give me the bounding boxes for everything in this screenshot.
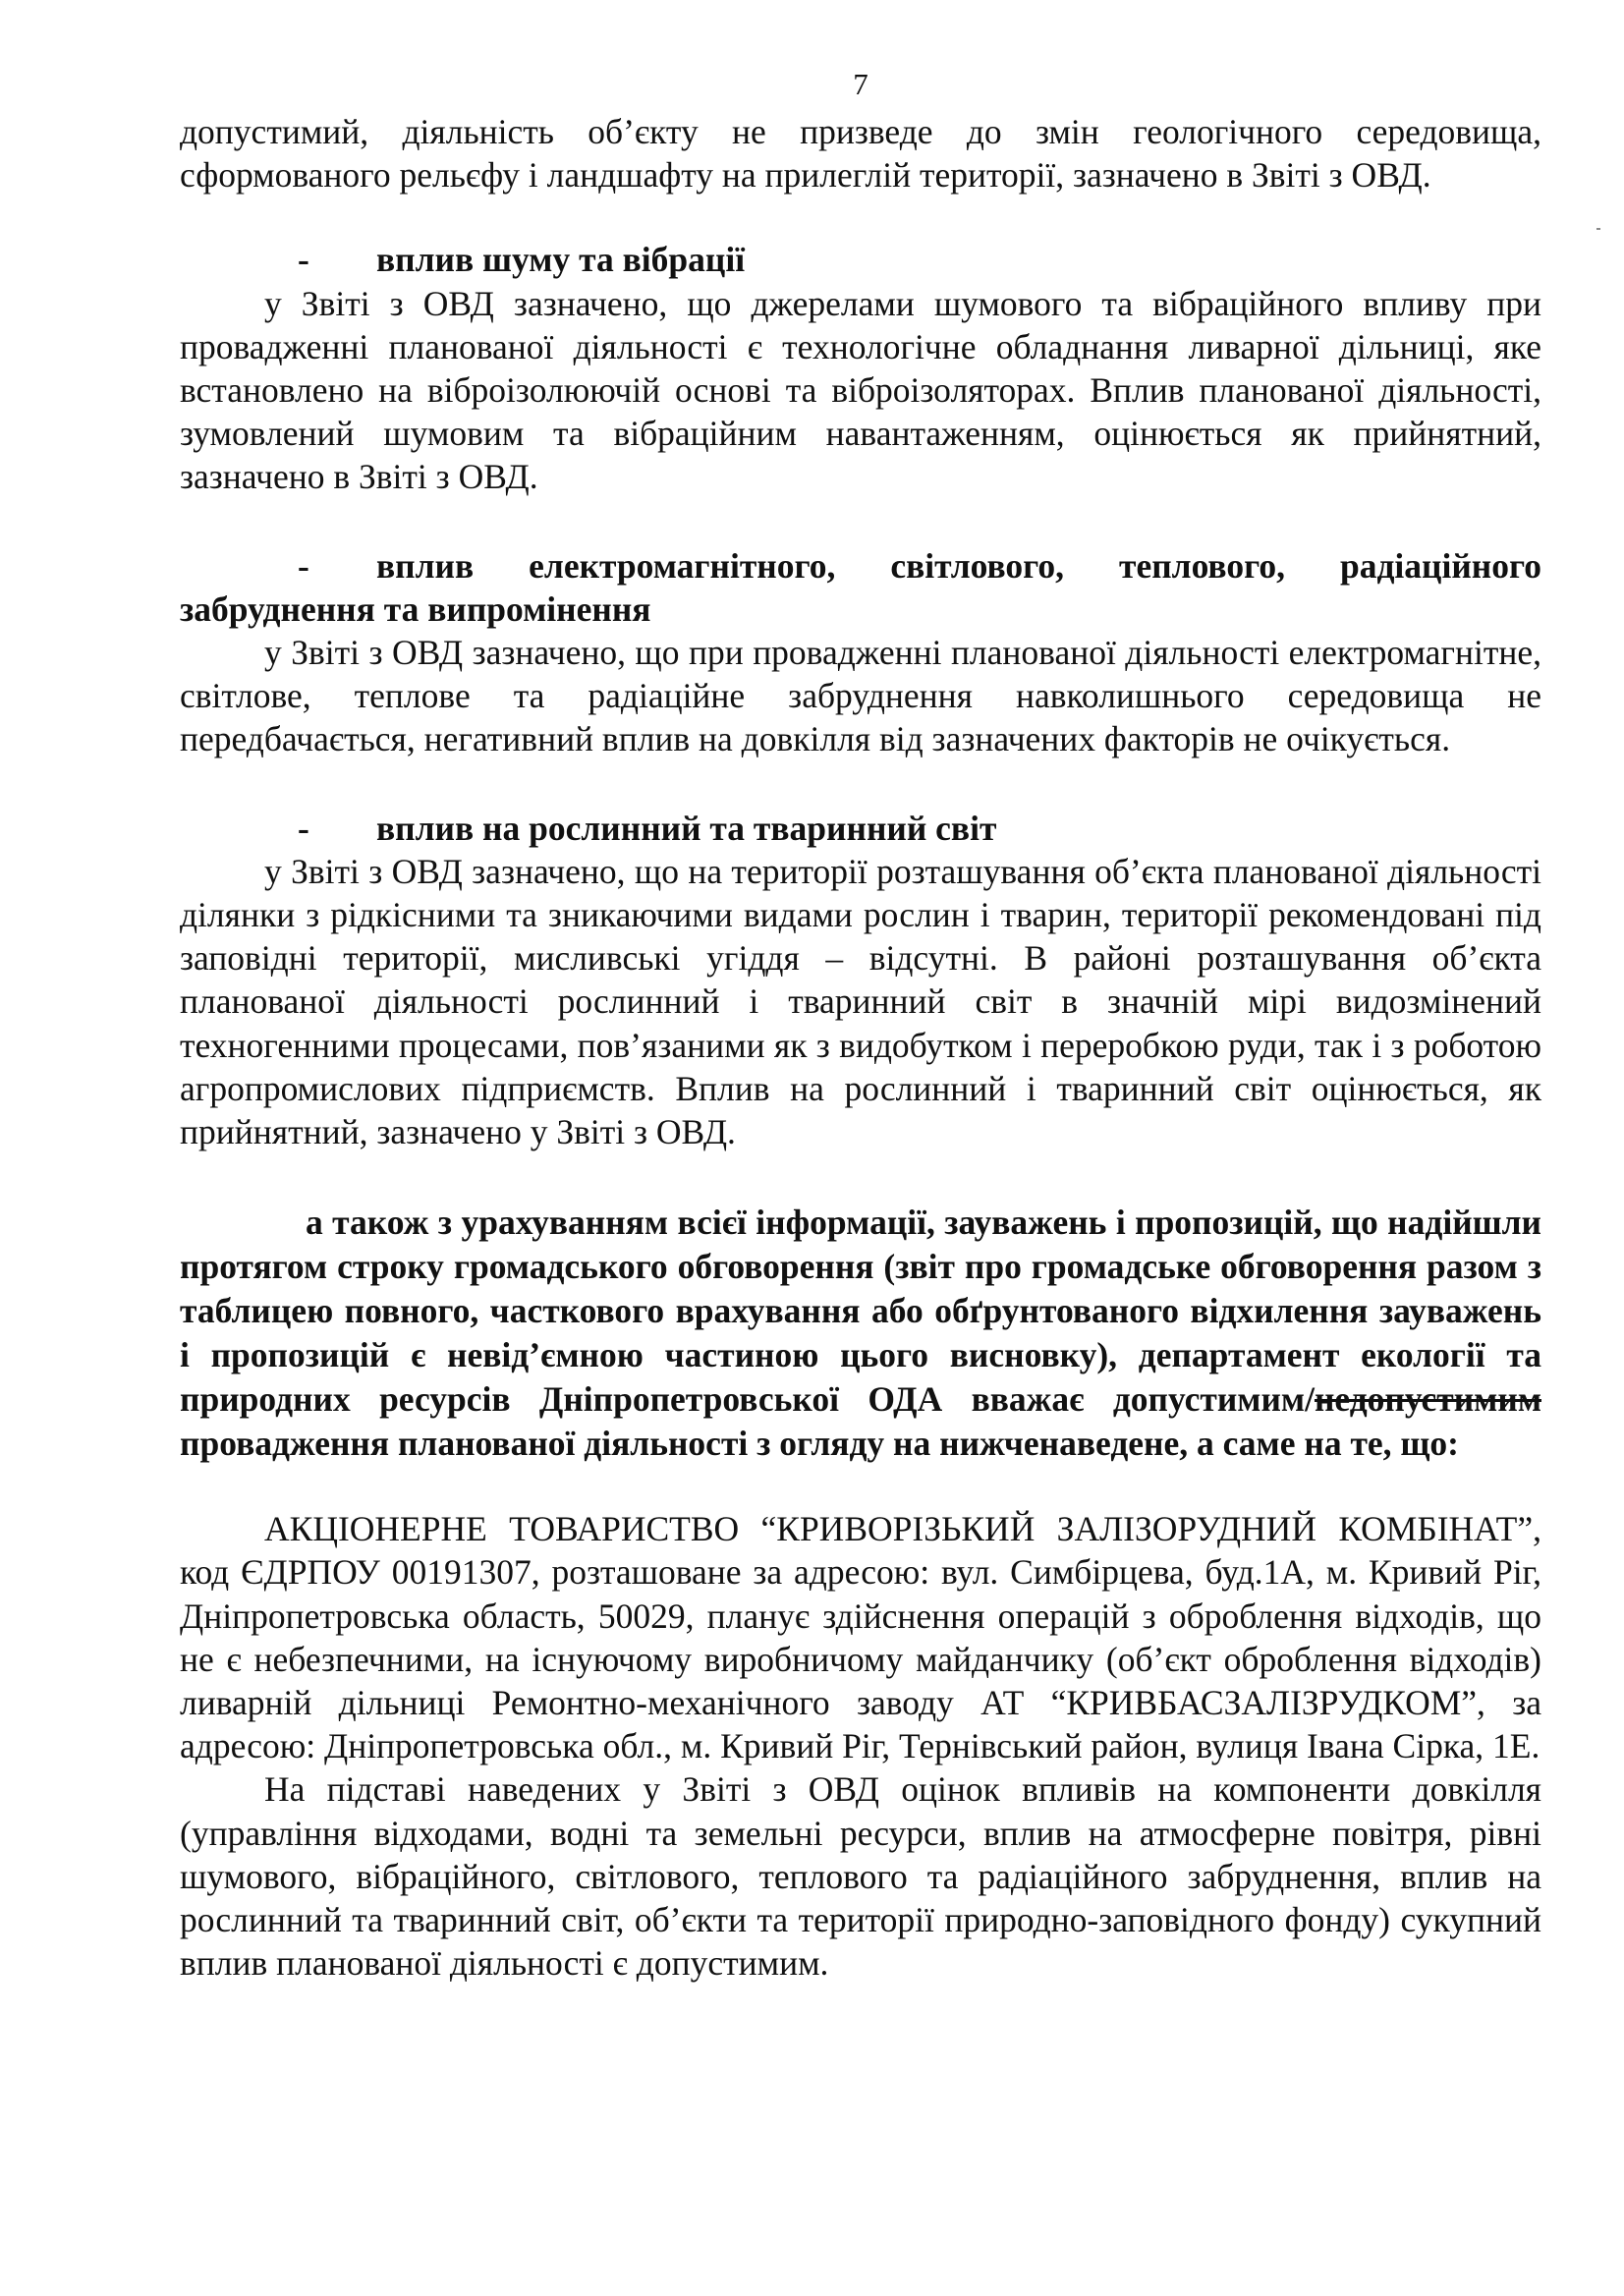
- section-body-noise: у Звіті з ОВД зазначено, що джерелами шумового та вібраційного впливу при провадженні планованої діяльності є технологічне обладнання ливарної дільниці, яке встановлено на віброізолюючій основі та віброізоляторах. Вплив планованої діяльності, зумовлений шумовим та вібраційним навантаженням, оцінюється як прийнятний, зазначено в Звіті з ОВД.: [180, 283, 1541, 497]
- assessment-paragraph: На підставі наведених у Звіті з ОВД оцінок впливів на компоненти довкілля (управління відходами, водні та земельні ресурси, вплив на атмосферне повітря, рівні шумового, вібраційного, світлового, теплового та радіаційного забруднення, вплив на рослинний та тваринний світ, об’єкти та території природно-заповідного фонду) сукупний вплив планованої діяльності є допустимим.: [180, 1769, 1541, 1984]
- intro-paragraph: допустимий, діяльність об’єкту не призведе до змін геологічного середовища, сформованого рельєфу і ландшафту на прилеглій території, зазначено в Звіті з ОВД.: [180, 112, 1541, 196]
- company-paragraph: АКЦІОНЕРНЕ ТОВАРИСТВО “КРИВОРІЗЬКИЙ ЗАЛІЗОРУДНИЙ КОМБІНАТ”, код ЄДРПОУ 00191307, розташоване за адресою: вул. Симбірцева, буд.1А, м. Кривий Ріг, Дніпропетровська область, 50029, планує здійснення операцій з оброблення відходів, що не є небезпечними, на існуючому виробничому майданчику (об’єкт оброблення відходів) ливарній дільниці Ремонтно-механічного заводу АТ “КРИВБАСЗАЛІЗРУДКОМ”, за адресою: Дніпропетровська обл., м. Кривий Ріг, Тернівський район, вулиця Івана Сірка, 1Е.: [180, 1509, 1541, 1766]
- heading-dash: -: [298, 240, 309, 280]
- document-page: [180, 65, 1541, 1986]
- heading-dash: -: [298, 808, 309, 848]
- scan-margin-mark: [1596, 228, 1600, 230]
- conclusion-struck-word: недопустимим: [1314, 1379, 1541, 1420]
- section-title-flora-fauna: вплив на рослинний та тваринний світ: [376, 808, 997, 848]
- section-body-flora-fauna: у Звіті з ОВД зазначено, що на території розташування об’єкта планованої діяльності ділянки з рідкісними та зникаючими видами рослин і тварин, території рекомендовані під заповідні території, мисливські угіддя – відсутні. В районі розташування об’єкта планованої діяльності рослинний і тваринний світ в значній мірі видозмінений техногенними процесами, пов’язаними як з видобутком і переробкою руди, так і з роботою агропромислових підприємств. Вплив на рослинний і тваринний світ оцінюється, як прийнятний, зазначено у Звіті з ОВД.: [180, 851, 1541, 1152]
- conclusion-text-before: а також з урахуванням всієї інформації, зауважень і пропозицій, що надійшли протягом строку громадського обговорення (звіт про громадське обговорення разом з таблицею повного, часткового врахування або обґрунтованого відхилення зауважень і пропозицій є невід’ємною частиною цього висновку), департамент екології та природних ресурсів Дніпропетровської ОДА вважає допустимим/: [180, 1203, 1541, 1420]
- conclusion-text-after: провадження планованої діяльності з огляду на нижченаведене, а саме на те, що:: [180, 1424, 1459, 1464]
- section-heading-flora-fauna: [180, 807, 1541, 850]
- section-title-noise: вплив шуму та вібрації: [376, 240, 746, 280]
- heading-dash: -: [298, 545, 309, 586]
- section-heading-radiation: [180, 544, 1541, 631]
- section-body-radiation: у Звіті з ОВД зазначено, що при провадженні планованої діяльності електромагнітне, світлове, теплове та радіаційне забруднення навколишнього середовища не передбачається, негативний вплив на довкілля від зазначених факторів не очікується.: [180, 633, 1541, 759]
- page-number: 7: [853, 67, 868, 101]
- section-heading-noise: [180, 238, 1541, 281]
- section-title-radiation: вплив електромагнітного, світлового, теплового, радіаційного забруднення та випромінення: [180, 545, 1541, 629]
- conclusion-paragraph: [180, 1201, 1541, 1466]
